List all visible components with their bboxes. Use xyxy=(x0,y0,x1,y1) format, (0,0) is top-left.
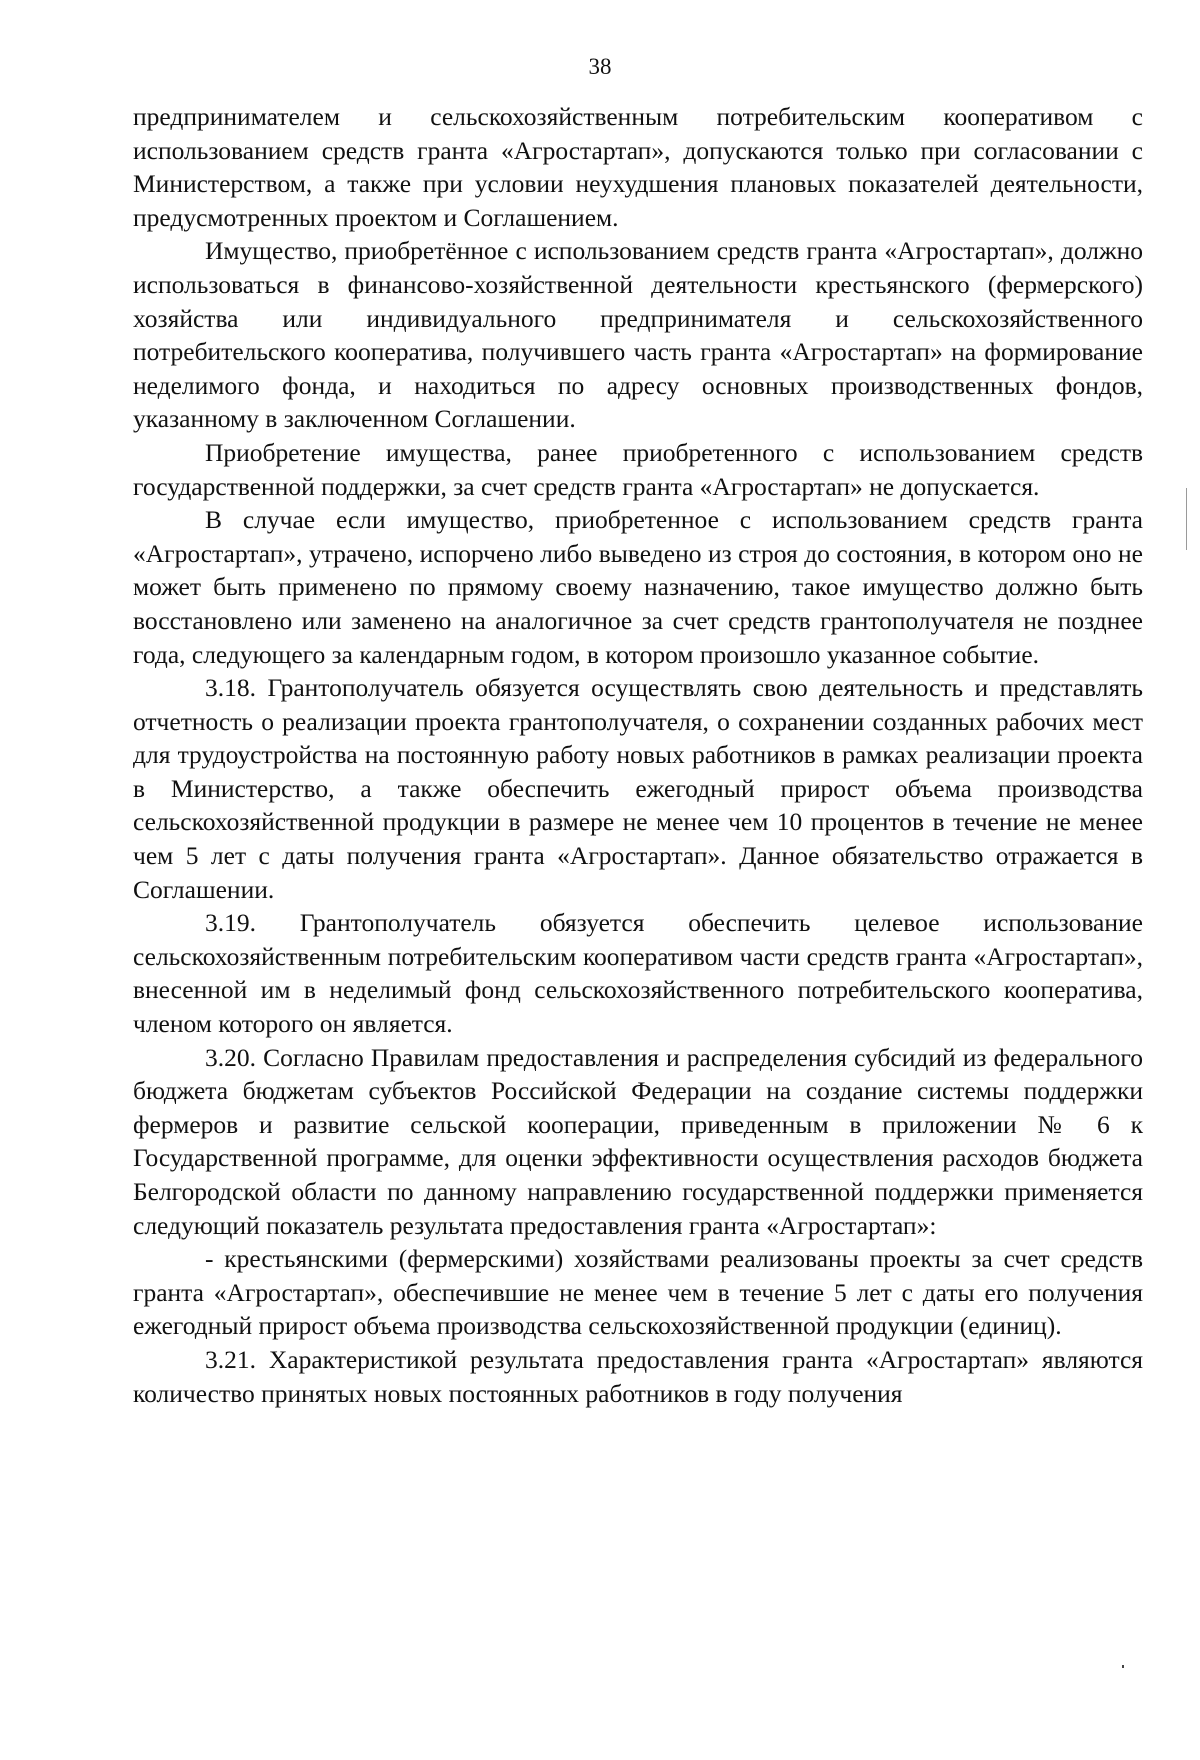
paragraph-3-20: 3.20. Согласно Правилам предоставления и распределения субсидий из федерального бюджета бюджетам субъектов Российской Федерации на создание системы поддержки фермеров и развитие сельской кооперации, приведенным в приложении № 6 к Государственной программе, для оценки эффективности осуществления расходов бюджета Белгородской области по данному направлению государственной поддержки применяется следующий показатель результата предоставления гранта «Агростартап»: xyxy=(133,1042,1143,1240)
paragraph-2: Имущество, приобретённое с использованием средств гранта «Агростартап», должно использоваться в финансово-хозяйственной деятельности крестьянского (фермерского) хозяйства или индивидуального предпринимателя и сельскохозяйственного потребительского кооператива, получившего часть гранта «Агростартап» на формирование неделимого фонда, и находиться по адресу основных производственных фондов, указанному в заключенном Соглашении. xyxy=(133,236,1143,434)
scan-artifact-line xyxy=(1186,488,1187,550)
scan-artifact-dot xyxy=(1122,1665,1124,1668)
page-number: 38 xyxy=(588,54,612,79)
paragraph-3-18: 3.18. Грантополучатель обязуется осуществлять свою деятельность и представлять отчетность о реализации проекта грантополучателя, о сохранении созданных рабочих мест для трудоустройства на постоянную работу новых работников в рамках реализации проекта в Министерство, а также обеспечить ежегодный прирост объема производства сельскохозяйственной продукции в размере не менее чем 10 процентов в течение не менее чем 5 лет с даты получения гранта «Агростартап». Данное обязательство отражается в Соглашении. xyxy=(133,673,1143,904)
paragraph-3-21: 3.21. Характеристикой результата предоставления гранта «Агростартап» являются количество принятых новых постоянных работников в году получения xyxy=(133,1344,1143,1408)
document-body xyxy=(133,100,1143,1410)
paragraph-3-19: 3.19. Грантополучатель обязуется обеспечить целевое использование сельскохозяйственным потребительским кооперативом части средств гранта «Агростартап», внесенной им в неделимый фонд сельскохозяйственного потребительского кооператива, членом которого он является. xyxy=(133,908,1143,1039)
paragraph-4: В случае если имущество, приобретенное с использованием средств гранта «Агростартап», утрачено, испорчено либо выведено из строя до состояния, в котором оно не может быть применено по прямому своему назначению, такое имущество должно быть восстановлено или заменено на аналогичное за счет средств грантополучателя не позднее года, следующего за календарным годом, в котором произошло указанное событие. xyxy=(133,505,1143,669)
paragraph-3: Приобретение имущества, ранее приобретенного с использованием средств государственной поддержки, за счет средств гранта «Агростартап» не допускается. xyxy=(133,437,1143,501)
paragraph-1: предпринимателем и сельскохозяйственным потребительским кооперативом с использованием средств гранта «Агростартап», допускаются только при согласовании с Министерством, а также при условии неухудшения плановых показателей деятельности, предусмотренных проектом и Соглашением. xyxy=(133,102,1143,232)
paragraph-indicator: - крестьянскими (фермерскими) хозяйствами реализованы проекты за счет средств гранта «Агростартап», обеспечившие не менее чем в течение 5 лет с даты его получения ежегодный прирост объема производства сельскохозяйственной продукции (единиц). xyxy=(133,1244,1143,1341)
